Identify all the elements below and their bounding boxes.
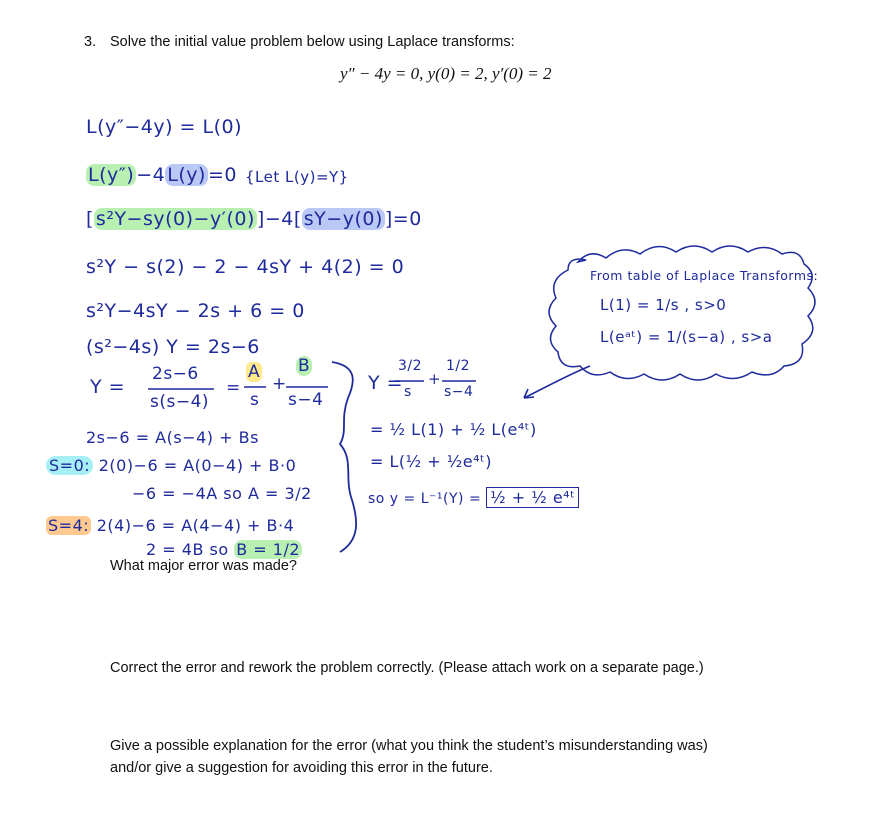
table-note-row-1: L(1) = 1/s , s>0 [600, 296, 727, 314]
table-note-cloud [549, 246, 815, 380]
work-line-6: (s²−4s) Y = 2s−6 [86, 336, 260, 358]
inverse-transform-text: so y = L⁻¹(Y) = [368, 491, 482, 507]
right-y-label: Y = [368, 372, 404, 394]
correct-prompt: Correct the error and rework the problem correctly. (Please attach work on a separate page.) [110, 660, 704, 676]
right-frac2-den: s−4 [444, 384, 474, 400]
column-brace [332, 362, 356, 552]
highlight-transform-second-derivative: s²Y−sy(0)−y′(0) [95, 208, 255, 230]
right-line-3: = L(½ + ½e⁴ᵗ) [370, 452, 492, 471]
pf-a-denominator: s [250, 390, 260, 410]
s-equals-four-label: S=4: [48, 516, 90, 535]
right-frac1-den: s [404, 384, 412, 400]
question-number: 3. [84, 34, 97, 50]
right-line-2: = ½ L(1) + ½ L(e⁴ᵗ) [370, 420, 537, 439]
major-error-prompt: What major error was made? [110, 558, 297, 574]
pf-numerator: 2s−6 [152, 364, 199, 384]
explain-prompt-line-2: and/or give a suggestion for avoiding this error in the future. [110, 760, 493, 776]
pf-y-label: Y = [90, 376, 126, 398]
right-frac1-num: 3/2 [398, 358, 423, 374]
pf-plus: + [272, 374, 287, 394]
pf-b-numerator: B [298, 356, 311, 376]
solve-b-text: 2 = 4B so [146, 540, 229, 559]
minus-four-b: −4 [264, 208, 294, 230]
s-four-substitution: 2(4)−6 = A(4−4) + B·4 [91, 516, 295, 535]
work-line-5: s²Y−4sY − 2s + 6 = 0 [86, 300, 305, 322]
explain-prompt-line-1: Give a possible explanation for the error (what you think the student’s misunderstanding was) [110, 738, 708, 754]
table-note-row-2: L(eᵃᵗ) = 1/(s−a) , s>a [600, 328, 773, 346]
equals-zero: =0 [207, 164, 237, 186]
pf-equals: = [226, 378, 241, 398]
note-arrow [524, 366, 590, 398]
minus-four: −4 [136, 164, 166, 186]
work-line-4: s²Y − s(2) − 2 − 4sY + 4(2) = 0 [86, 256, 405, 278]
let-note: {Let L(y)=Y} [245, 168, 349, 186]
work-line-8: 2s−6 = A(s−4) + Bs [86, 428, 259, 447]
right-frac-plus: + [428, 370, 442, 388]
right-frac2-num: 1/2 [446, 358, 471, 374]
b-value: B = 1/2 [236, 540, 301, 559]
equals-zero-b: =0 [392, 208, 422, 230]
highlight-laplace-y-double-prime: L(y″) [88, 164, 135, 186]
initial-value-equation: y″ − 4y = 0, y(0) = 2, y′(0) = 2 [340, 64, 552, 83]
work-line-3: [ s²Y−sy(0)−y′(0) ]−4[ sY−y(0) ]=0 [86, 208, 422, 230]
s-zero-substitution: 2(0)−6 = A(0−4) + B·0 [93, 456, 297, 475]
work-line-10: −6 = −4A so A = 3/2 [132, 484, 312, 503]
pf-b-denominator: s−4 [288, 390, 324, 410]
highlight-laplace-y: L(y) [167, 164, 206, 186]
pf-a-numerator: A [248, 362, 261, 382]
pf-denominator: s(s−4) [150, 392, 210, 412]
question-prompt: Solve the initial value problem below using Laplace transforms: [110, 34, 515, 50]
work-line-1: L(y″−4y) = L(0) [86, 116, 243, 138]
table-note-title: From table of Laplace Transforms: [590, 268, 819, 283]
highlight-transform-y: sY−y(0) [303, 208, 383, 230]
s-equals-zero-label: S=0: [46, 456, 93, 475]
boxed-answer: ½ + ½ e⁴ᵗ [486, 487, 579, 508]
